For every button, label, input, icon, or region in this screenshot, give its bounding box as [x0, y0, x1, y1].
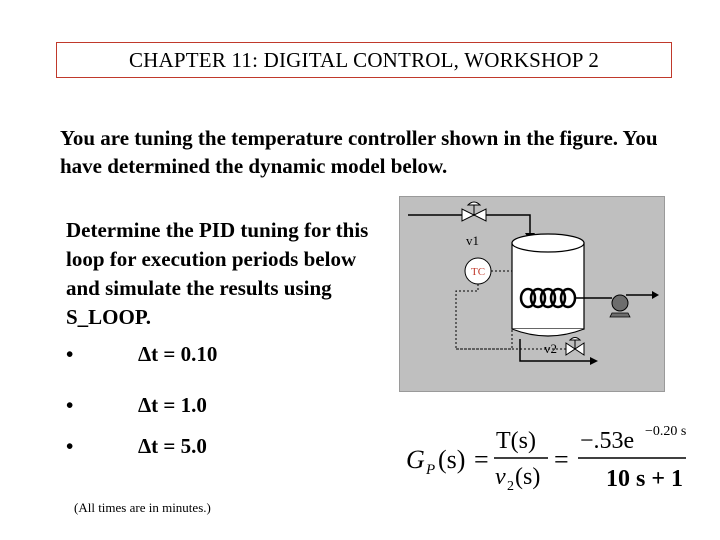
- pump-icon: [610, 295, 630, 317]
- bottom-arrow-icon: [590, 357, 598, 365]
- valve-v2-label: v2: [544, 341, 557, 356]
- formula-num2-coef: −.53e: [580, 428, 635, 454]
- formula-num1: T(s): [496, 428, 536, 454]
- bullet-marker: •: [66, 434, 74, 458]
- formula-den1-v: v: [495, 464, 506, 490]
- valve-icon: [462, 202, 486, 221]
- valve-v1-label: v1: [466, 233, 479, 248]
- page-title: CHAPTER 11: DIGITAL CONTROL, WORKSHOP 2: [56, 42, 672, 78]
- formula-num2-exp: −0.20 s: [645, 424, 687, 439]
- bullet-marker: •: [66, 393, 74, 417]
- execution-period-text: Δt = 1.0: [138, 393, 207, 417]
- temperature-controller-icon: [465, 258, 491, 284]
- formula-den2: 10 s + 1: [606, 466, 684, 492]
- footnote: (All times are in minutes.): [74, 500, 211, 515]
- execution-period-text: Δt = 0.10: [138, 342, 218, 366]
- intro-text: You are tuning the temperature controller shown in the figure. You have determined the dynamic model below.: [60, 126, 658, 178]
- bullet-marker: •: [66, 342, 74, 366]
- controller-label: TC: [470, 266, 486, 278]
- formula-den1-sub: 2: [507, 479, 514, 494]
- formula-lhs-sub: P: [426, 462, 436, 478]
- task-text: Determine the PID tuning for this loop for execution periods below and simulate the results using S_LOOP.: [66, 218, 369, 329]
- transfer-function: [398, 420, 698, 500]
- formula-equals-2: =: [554, 445, 569, 474]
- tank-icon: [512, 234, 584, 336]
- execution-period-text: Δt = 5.0: [138, 434, 207, 458]
- formula-lhs-arg: (s): [438, 445, 466, 474]
- process-diagram: [399, 196, 665, 392]
- outlet-arrow-icon: [652, 291, 659, 299]
- formula-lhs: G: [406, 445, 425, 474]
- formula-den1-arg: (s): [515, 464, 541, 490]
- control-signal-line: [456, 284, 512, 349]
- valve-icon: [566, 338, 584, 356]
- formula-equals-1: =: [474, 445, 489, 474]
- transfer-function-svg: [398, 420, 698, 500]
- process-diagram-svg: [400, 197, 666, 393]
